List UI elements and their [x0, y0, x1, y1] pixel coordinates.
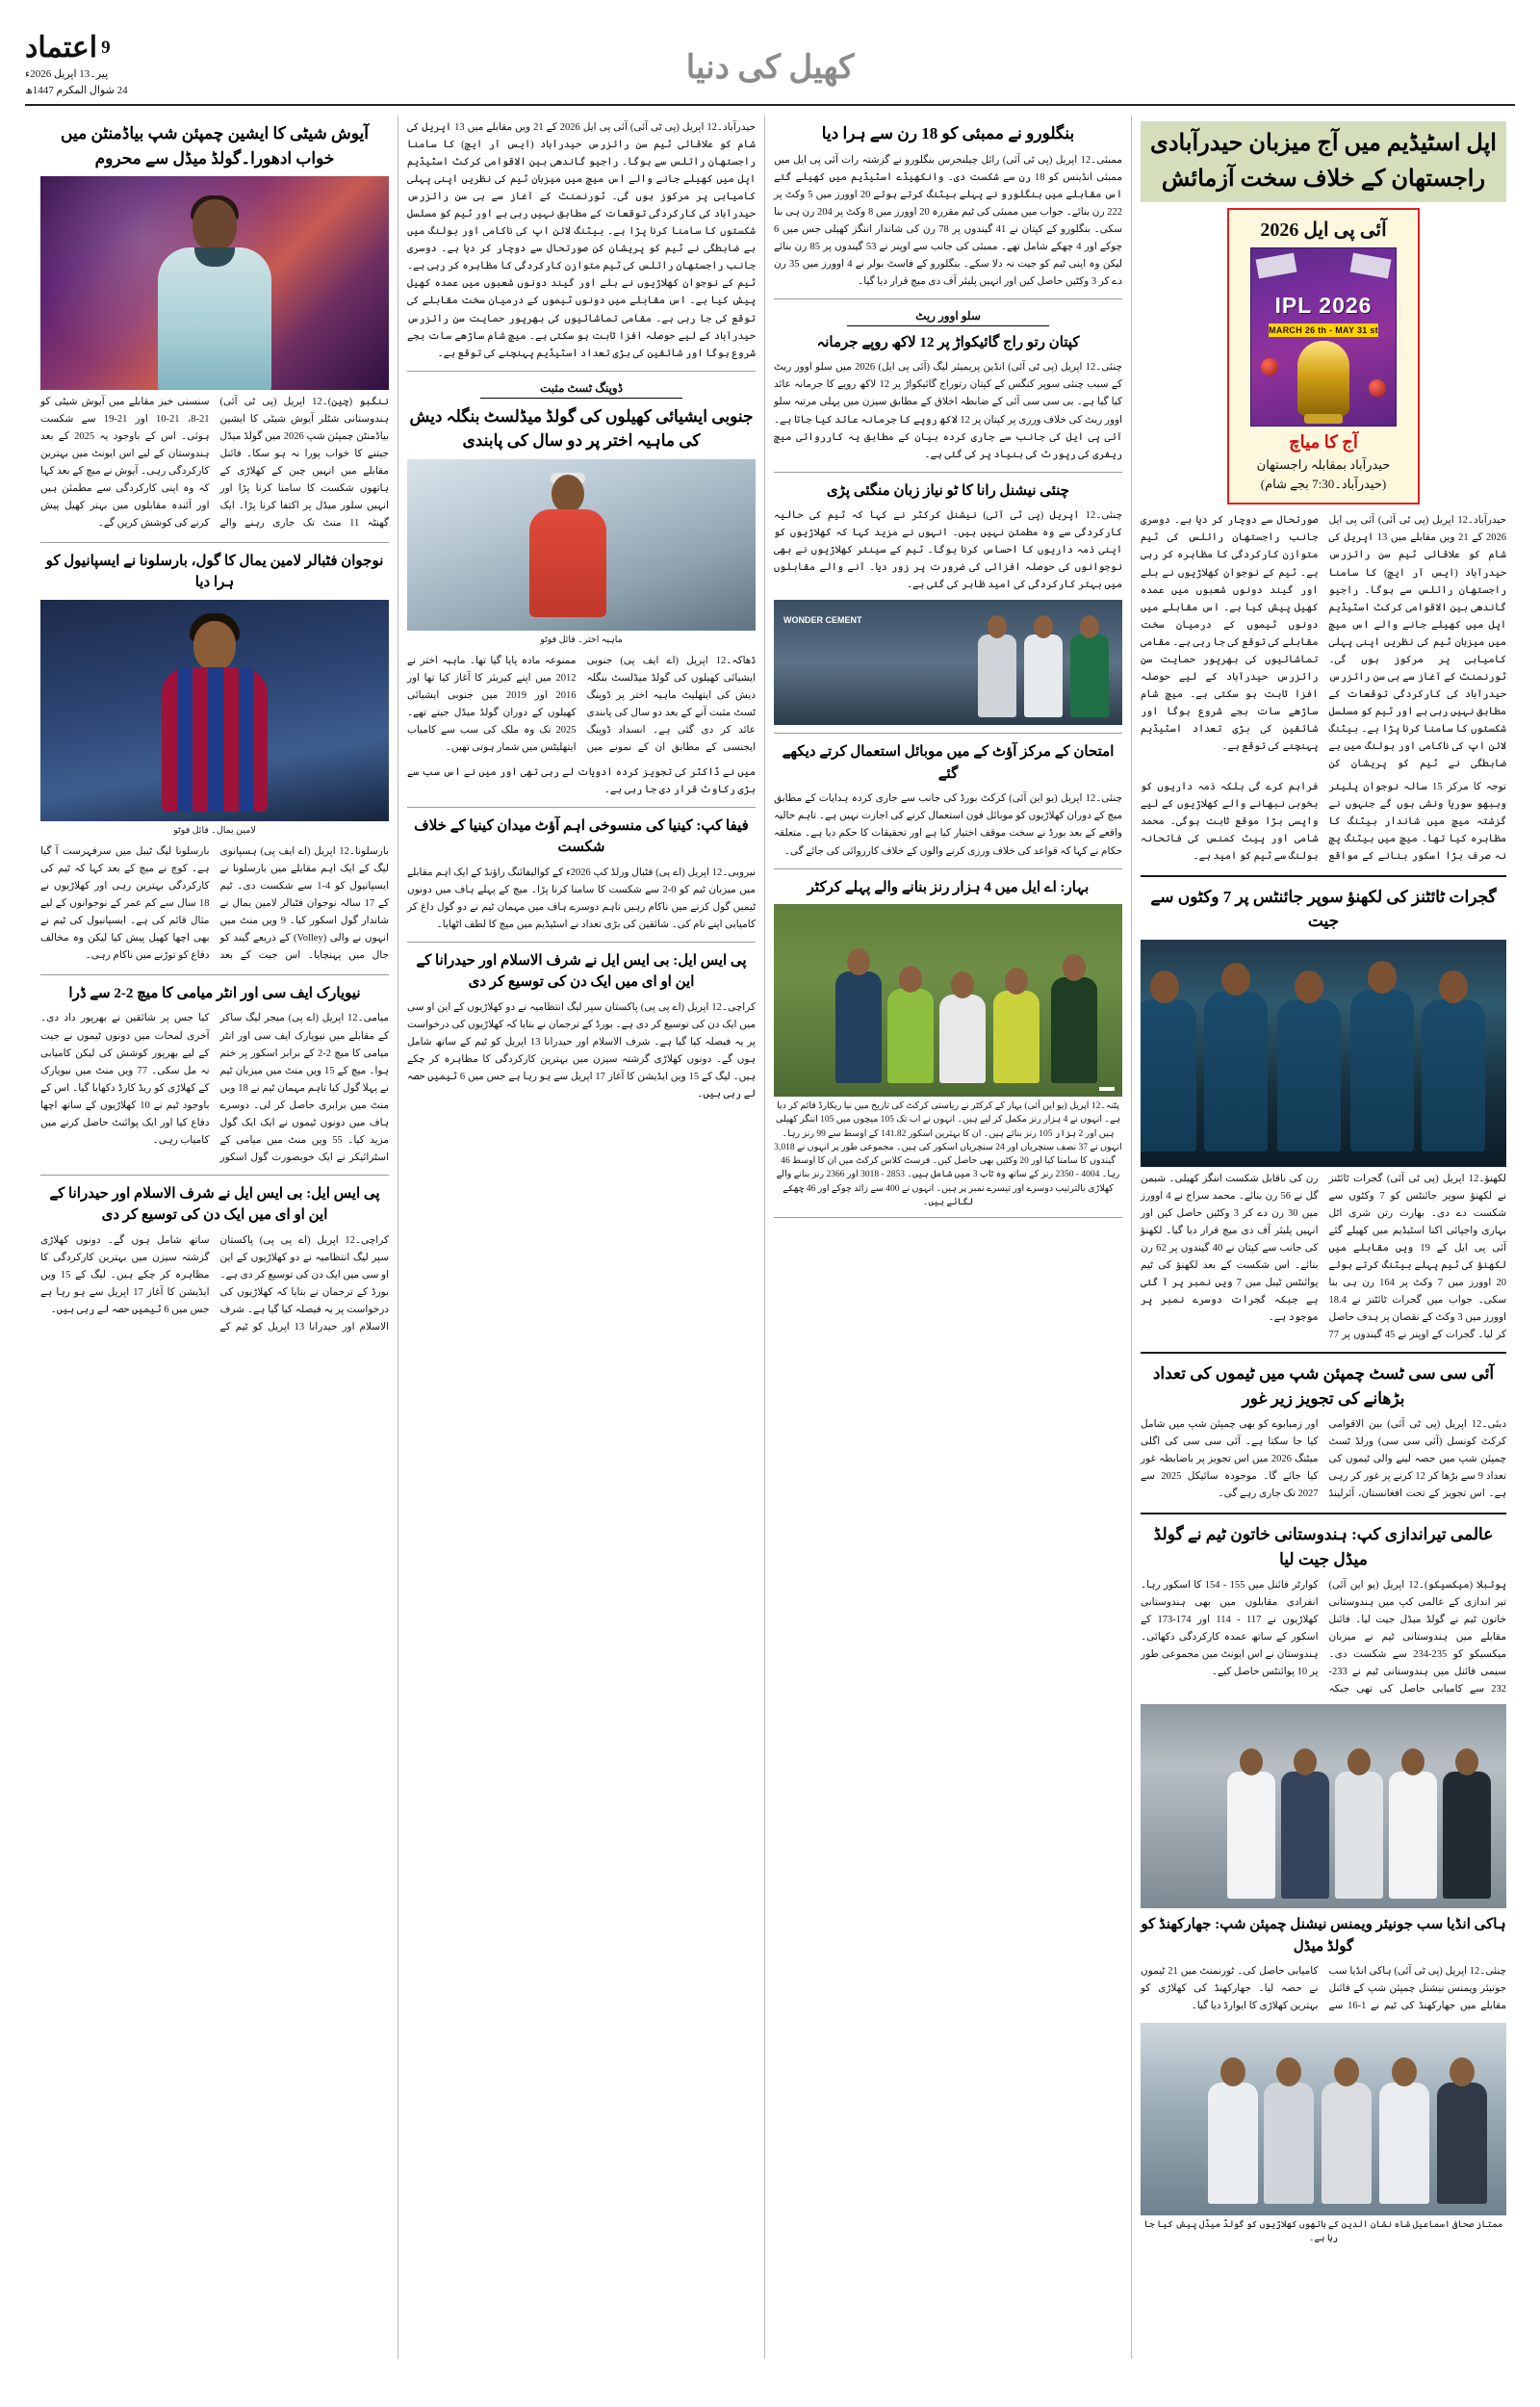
lead-story-body	[1141, 512, 1506, 773]
archery-story-body	[1141, 1577, 1506, 1698]
page-grid	[25, 116, 1515, 2359]
column-4	[32, 116, 398, 2359]
athlete-figure	[522, 475, 614, 621]
mobile-phone-paragraph: چنئی۔12 اپریل (یو این آئی) کرکٹ بورڈ کی جانب سے جاری کردہ ہدایات کے مطابق میچ کے دوران کھلاڑیوں کو موبائل فون استعمال کرنے کی اجازت نہیں ہے۔ تاہم حالیہ واقعے کے بعد بورڈ نے سخت موقف اختیار کیا ہے اور تحقیقات کا حکم دیا ہے۔ متعلقہ حکام نے کہا کہ قواعد کی خلاف ورزی کرنے والوں کے خلاف کارروائی کی جائے گی۔	[774, 793, 1122, 857]
column-2	[765, 116, 1131, 2359]
divider	[407, 807, 756, 808]
bengaluru-paragraph: ممبئی۔12 اپریل (پی ٹی آئی) رائل چیلنجرس بنگلورو نے گزشتہ رات آئی پی ایل میں ممبئی انڈینس کو 18 رن سے شکست دی۔ وانکھیڈے اسٹیڈیم میں کھیلے گئے اس مقابلے میں بنگلورو نے پہلے بیٹنگ کرتے ہوئے 20 اوورز میں 5 وکٹ پر 222 رن بنائے۔ جواب میں ممبئی کی ٹیم مقررہ 20 اوورز میں 8 وکٹ پر 204 رن ہی بنا سکی۔ بنگلورو کے کپتان نے 41 گیندوں پر 78 رن کی شاندار اننگز کھیلی جس میں 6 چوکے اور 4 چھکے شامل تھے۔ ممبئی کی جانب سے اوپنر نے 53 گیندوں پر 85 رن بنائے لیکن وہ اپنی ٹیم کو جیت نہ دلا سکے۔ بنگلورو کے فاسٹ بولر نے 4 اوورز میں 35 رن دے کر 3 وکٹیں حاصل کیں اور انہیں پلیئر آف دی میچ قرار دیا گیا۔	[774, 154, 1122, 287]
person-figure	[835, 971, 882, 1083]
psl-body-2	[40, 1232, 389, 1336]
lead-story-paragraph: حیدرآباد۔12 اپریل (پی ٹی آئی) آئی پی ایل 2026 کے 21 ویں مقابلے میں 13 اپریل کی شام کو علاقائی ٹیم سن رائزرس حیدرآباد (ایس آر ایچ) کا سامنا راجستھان رائلس سے ہوگا۔ راجیو گاندھی بین الاقوامی کرکٹ اسٹیڈیم اپل میں کھیلے جانے والے اس میچ میں میزبان ٹیم کی نظریں اپنی پہلی کامیابی پر مرکوز ہوں گی۔ ٹورنمنٹ کے آغاز سے ہی سن رائزرس حیدرآباد کی کارکردگی توقعات کے مطابق نہیں رہی ہے اور ٹیم کو مسلسل شکستوں کا سامنا کرنا پڑا ہے۔ بیٹنگ لائن اپ کی ناکامی اور بولنگ میں بے ضابطگی نے ٹیم کو پریشان کن صورتحال سے دوچار کر دیا ہے۔ دوسری جانب راجستھان رائلس کی ٹیم متوازن کارکردگی کا مظاہرہ کر رہی ہے۔ ٹیم کے نوجوان کھلاڑیوں نے بلے اور گیند دونوں شعبوں میں عمدہ کھیل پیش کیا ہے۔ اس مقابلے میں دونوں ٹیموں کے درمیان سخت مقابلے کی توقع کی جا رہی ہے۔ مقامی تماشائیوں کی بھرپور حمایت سن رائزرس حیدرآباد کے لیے حوصلہ افزا ثابت ہو سکتی ہے۔ میچ شام ساڑھے سات بجے شروع ہوگا اور شائقین کی بڑی تعداد اسٹیڈیم پہنچنے کی توقع ہے۔	[1141, 515, 1506, 770]
psl-headline: پی ایس ایل: بی ایس ایل نے شرف الاسلام اور حیدرانا کے این او ای میں ایک دن کی توسیع کر دی	[416, 952, 747, 991]
ipl-advertisement	[1227, 208, 1420, 505]
hockey-photo-caption: ممتاز صحافی اسماعیل شاہ نشان الدین کے ہاتھوں کھلاڑیوں کو گولڈ میڈل پیش کیا جا رہا ہے۔	[1143, 2219, 1503, 2244]
trophy-icon	[1297, 341, 1349, 416]
divider	[407, 942, 756, 943]
nutzhouse-caption: پٹنہ۔12 اپریل (یو این آئی) بہار کے کرکٹر نے ریاستی کرکٹ کی تاریخ میں نیا ریکارڈ قائم کر دیا ہے۔ انہوں نے 4 ہزار رنز مکمل کر لیے ہیں۔ انہوں نے اب تک 105 میچوں میں 105 اننگز کھیلی ہیں اور 2 ہزار 105 رنز بنائے ہیں۔ ان کا بہترین اسکور 141.82 کے اوسط سے 99 رنز رہا۔ انہوں نے 37 نصف سنچریاں اور 24 سنچریاں اسکور کی ہیں۔ مجموعی طور پر انہوں نے 3,018 گیندوں کا سامنا کیا اور 20 وکٹیں بھی حاصل کیں۔ فرسٹ کلاس کرکٹ میں ان کا اوسط 46 رہا۔ 4004 - 2350 رنز کے ساتھ وہ ٹاپ 3 میں شامل ہیں۔ 2853 - 3018 اور 2366 رنز بنانے والے کھلاڑی بالترتیب دوسرے اور تیسرے نمبر پر ہیں۔ انہوں نے 400 سے زائد چوکے اور 46 چھکے لگائے ہیں۔	[774, 1101, 1122, 1207]
wonder-cement-photo	[774, 600, 1122, 725]
gujarat-paragraph: لکھنؤ۔12 اپریل (پی ٹی آئی) گجرات ٹائٹنز نے لکھنؤ سوپر جائنٹس کو 7 وکٹوں سے شکست دے دی۔ بھارت رتن شری اٹل بہاری واجپائی اکنا اسٹیڈیم میں کھیلے گئے آئی پی ایل کے 19 ویں مقابلے میں لکھنؤ کی ٹیم پہلے بیٹنگ کرتے ہوئے 20 اوورز میں 7 وکٹ پر 164 رن ہی بنا سکی۔ جواب میں گجرات ٹائٹنز نے 18.4 اوورز میں 3 وکٹ کے نقصان پر ہدف حاصل کر لیا۔ گجرات کے اوپنر نے 45 گیندوں پر 77 رن کی ناقابل شکست اننگز کھیلی۔ شبمن گل نے 56 رن بنائے۔ محمد سراج نے 4 اوورز میں 30 رن دے کر 3 وکٹیں حاصل کیں اور انہیں پلیئر آف دی میچ قرار دیا گیا۔ لکھنؤ کی جانب سے کپتان نے 40 گیندوں پر 62 رن بنائے۔ اس شکست کے بعد لکھنؤ کی ٹیم پوائنٹس ٹیبل میں 7 ویں نمبر پر آ گئی ہے جبکہ گجرات دوسرے نمبر پر موجود ہے۔	[1141, 1173, 1507, 1341]
divider	[40, 1175, 389, 1176]
person-figure	[887, 989, 934, 1083]
fifa-kenya-body	[407, 865, 756, 934]
divider	[774, 733, 1122, 734]
player-figure	[1277, 999, 1341, 1152]
ipl-ad-title: آئی پی ایل 2026	[1260, 220, 1387, 242]
mahia-headline: جنوبی ایشیائی کھیلوں کی گولڈ میڈلسٹ بنگلہ دیش کی ماہیہ اختر پر دو سال کی پابندی	[409, 406, 754, 451]
column-divider	[1131, 116, 1132, 2359]
date-hijri: 24 شوال المکرم 1447ھ	[25, 84, 128, 96]
column-divider	[764, 116, 765, 2359]
nyfc-miami-body	[40, 1010, 389, 1166]
yamal-paragraph: بارسلونا۔12 اپریل (اے ایف پی) ہسپانوی لیگ کے ایک اہم مقابلے میں بارسلونا نے ایسپانیول کو 4-1 سے شکست دی۔ ٹیم کے 17 سالہ نوجوان فٹبالر لامین یمال نے شاندار گول اسکور کیا۔ 9 ویں منٹ میں انہوں نے والی (Volley) کے ذریعے گیند کو جال میں پہنچایا۔ اس جیت کے بعد بارسلونا لیگ ٹیبل میں سرفہرست آ گیا ہے۔ کوچ نے میچ کے بعد کہا کہ ٹیم کی کارکردگی بہترین رہی اور کھلاڑیوں نے 18 سال سے کم عمر کے نوجوانوں کے لیے مثال قائم کی ہے۔ ایسپانیول کی ٹیم نے بھی اچھا کھیل پیش کیا لیکن وہ مخالف دفاع کو توڑنے میں ناکام رہی۔	[40, 846, 390, 962]
mahia-paragraph: ڈھاکہ۔12 اپریل (اے ایف پی) جنوبی ایشیائی کھیلوں کی گولڈ میڈلسٹ بنگلہ دیش کی ایتھلیٹ ماہیہ اختر پر ڈوپنگ ٹسٹ مثبت آنے کے بعد دو سال کی پابندی عائد کر دی گئی ہے۔ انسداد ڈوپنگ ایجنسی کے مطابق ان کے نمونے میں ممنوعہ مادہ پایا گیا تھا۔ ماہیہ اختر نے 2012 میں اپنے کیریئر کا آغاز کیا تھا اور 2016 اور 2019 میں جنوبی ایشیائی کھیلوں کے دوران گولڈ میڈل جیتے تھے۔ 2025 تک وہ ملک کی سب سے کامیاب ایتھلیٹس میں شمار ہوتی تھیں۔	[407, 655, 756, 754]
mahia-quote-text: میں نے ڈاکٹر کی تجویز کردہ ادویات لے رہی تھی اور میں نے اس سب سے بڑی رکاوٹ قرار دی جا رہی ہے۔	[407, 766, 756, 795]
match-venue-time: (حیدرآباد۔7:30 بجے شام)	[1260, 476, 1387, 491]
psl-headline-2: پی ایس ایل: بی ایس ایل نے شرف الاسلام اور حیدرانا کے این او ای میں ایک دن کی توسیع کر دی	[49, 1185, 380, 1224]
player-figure	[1350, 990, 1414, 1152]
ayush-shetty-photo	[40, 176, 389, 390]
psl-paragraph-2: کراچی۔12 اپریل (اے پی پی) پاکستان سپر لیگ انتظامیہ نے دو کھلاڑیوں کے این او سی میں ایک دن کی توسیع کر دی ہے۔ بورڈ کے ترجمان نے بتایا کہ کھلاڑیوں کی درخواست پر یہ فیصلہ کیا گیا ہے۔ شرف الاسلام اور حیدرانا 13 اپریل کو ٹیم کے ساتھ شامل ہوں گے۔ دونوں کھلاڑی گزشتہ سیزن میں بہترین کارکردگی کا مظاہرہ کر چکے ہیں۔ لیگ کے 15 ویں ایڈیشن کا آغاز 17 اپریل سے ہو رہا ہے جس میں 6 ٹیمیں حصہ لے رہی ہیں۔	[40, 1234, 389, 1333]
person-figure	[1379, 2083, 1429, 2204]
yamal-body	[40, 843, 389, 967]
divider	[774, 472, 1122, 473]
head-figure	[193, 621, 236, 671]
divider	[1141, 1352, 1506, 1354]
psl-paragraph: کراچی۔12 اپریل (اے پی پی) پاکستان سپر لیگ انتظامیہ نے دو کھلاڑیوں کے این او سی میں ایک دن کی توسیع کر دی ہے۔ بورڈ کے ترجمان نے بتایا کہ کھلاڑیوں کی درخواست پر یہ فیصلہ کیا گیا ہے۔ شرف الاسلام اور حیدرانا 13 اپریل کو ٹیم کے ساتھ شامل ہوں گے۔ دونوں کھلاڑی گزشتہ سیزن میں بہترین کارکردگی کا مظاہرہ کر چکے ہیں۔ لیگ کے 15 ویں ایڈیشن کا آغاز 17 اپریل سے ہو رہا ہے جس میں 6 ٹیمیں حصہ لے رہی ہیں۔	[407, 1001, 756, 1100]
poster-dates-text: MARCH 26 th - MAY 31 st	[1269, 325, 1378, 336]
nyfc-miami-paragraph: میامی۔12 اپریل (اے پی) میجر لیگ ساکر کے مقابلے میں نیویارک ایف سی اور انٹر میامی کا میچ 2-2 کے برابر اسکور پر ختم ہوا۔ میچ کے 15 ویں منٹ میں میزبان ٹیم نے پہلا گول کیا تاہم مہمان ٹیم نے 18 ویں منٹ میں برابری حاصل کر لی۔ دوسرے ہاف میں دونوں ٹیموں نے ایک ایک گول مزید کیا۔ 55 ویں منٹ میں میامی کے اسٹرائیکر نے ایک خوبصورت گول اسکور کیا جس پر شائقین نے بھرپور داد دی۔ آخری لمحات میں دونوں ٹیموں نے جیت کے لیے بھرپور کوشش کی لیکن کامیابی نہ مل سکی۔ 77 ویں منٹ میں نیویارک کے کھلاڑی کو ریڈ کارڈ دکھایا گیا۔ اس کے باوجود ٹیم نے 10 کھلاڑیوں کے ساتھ اچھا دفاع کیا اور ایک پوائنٹ حاصل کرنے میں کامیاب رہی۔	[40, 1013, 390, 1163]
person-figure	[1281, 1772, 1329, 1899]
date-gregorian: پیر۔13 اپریل 2026ء	[25, 68, 109, 80]
match-teams: حیدرآباد بمقابلہ راجستھان	[1256, 457, 1391, 473]
nyfc-miami-headline: نیویارک ایف سی اور انٹر میامی کا میچ 2-2 سے ڈرا	[68, 985, 361, 1001]
wonder-cement-logo: WONDER CEMENT	[783, 615, 862, 626]
divider	[40, 974, 389, 975]
lead-headline: اپل اسٹیڈیم میں آج میزبان حیدرآبادی راجستھان کے خلاف سخت آزمائش	[1141, 121, 1506, 202]
chennai-fine-kicker: سلو اوور ریٹ	[847, 309, 1049, 326]
poster-ribbon-right	[1350, 253, 1392, 279]
kit-figure	[162, 667, 268, 812]
person-figure	[993, 991, 1040, 1083]
cricket-ball-icon	[1369, 379, 1386, 397]
torso-figure	[158, 247, 271, 390]
gujarat-headline: گجرات ٹائٹنز کی لکھنؤ سوپر جائنٹس پر 7 وکٹوں سے جیت	[1150, 887, 1497, 931]
chennai-national-headline: چنئی نیشنل رانا کا ٹو نیاز زبان منگئی پڑی	[826, 482, 1070, 499]
body-figure	[529, 509, 606, 617]
person-figure	[1437, 2083, 1487, 2204]
person-figure	[1389, 1772, 1437, 1899]
icc-story-body	[1141, 1416, 1506, 1505]
poster-league-text: IPL 2026	[1274, 293, 1373, 319]
chennai-fine-paragraph: چنئی۔12 اپریل (پی ٹی آئی) انڈین پریمیئر لیگ (آئی پی ایل) 2026 میں سلو اوور ریٹ کے سبب چنئی سوپر کنگس کے کپتان رتوراج گائیکواڑ پر 12 لاکھ روپے کا جرمانہ عائد کیا گیا ہے۔ بی سی سی آئی کے ضابطہ اخلاق کے مطابق سیزن میں پہلی مرتبہ سلو اوور ریٹ کی خلاف ورزی پر کپتان پر 12 لاکھ روپے کا جرمانہ عائد کیا جاتا ہے۔ آئی پی ایل کی جانب سے جاری کردہ بیان کے مطابق یہ کارروائی میچ ریفری کی رپورٹ کی بنیاد پر کی گئی ہے۔	[774, 362, 1123, 460]
bengaluru-story-body	[774, 152, 1122, 291]
lead-story-subbody	[1141, 779, 1506, 867]
mahia-quote	[407, 764, 756, 799]
todays-match-label: آج کا میاچ	[1289, 432, 1358, 453]
yamal-photo-caption: لامین یمال۔ فائل فوٹو	[173, 825, 256, 836]
ipl-poster-image	[1250, 247, 1397, 427]
player-figure	[978, 634, 1016, 717]
chennai-national-body	[774, 507, 1122, 594]
lead-story-sub-paragraph: توجہ کا مرکز 15 سالہ نوجوان پلیئر وہبھو سوریا ونشی ہوں گے جنہوں نے گزشتہ میچ میں شاندار بیٹنگ کا مظاہرہ کیا تھا۔ میچ میں بیٹنگ پچ نہ صرف بڑا اسکور بنانے کے مواقع فراہم کرے گی بلکہ ذمہ داریوں کو بخوبی نبھانے والے کھلاڑیوں کے لیے واپسی بڑا موقع ثابت ہوگی۔ محمد شامی اور پیٹ کمنس کی فاتحانہ بولنگ سے ٹیم کو امید ہے۔	[1141, 782, 1506, 863]
divider	[774, 1217, 1122, 1218]
mahia-photo-caption: ماہیہ اختر۔ فائل فوٹو	[540, 634, 623, 645]
footballer-figure	[157, 621, 272, 814]
psl-body	[407, 999, 756, 1103]
person-figure	[1264, 2083, 1314, 2204]
gujarat-story-body	[1141, 1171, 1506, 1344]
nutzhouse-banner	[1099, 1087, 1115, 1091]
column-1	[1132, 116, 1515, 2359]
poster-ribbon-left	[1256, 253, 1297, 279]
hockey-paragraph: چنئی۔12 اپریل (پی ٹی آئی) ہاکی انڈیا سب جونیئر ویمنس نیشنل چمپئن شپ کے فائنل مقابلے میں جھارکھنڈ کی ٹیم نے 1-16 سے کامیابی حاصل کی۔ ٹورنمنٹ میں 21 ٹیموں نے حصہ لیا۔ جھارکھنڈ کی کھلاڑی کو بہترین کھلاڑی کا ایوارڈ دیا گیا۔	[1141, 1966, 1506, 2012]
page-number: 9	[101, 37, 111, 58]
player-figure	[1024, 634, 1063, 717]
column-3	[398, 116, 764, 2359]
mahia-akhtar-photo	[407, 459, 756, 631]
player-figure	[1204, 992, 1268, 1152]
head-figure	[192, 199, 237, 251]
ayush-body	[40, 394, 389, 534]
hockey-award-photo	[1141, 2023, 1506, 2215]
divider	[1141, 1513, 1506, 1514]
publication-logo: اعتماد	[25, 32, 98, 64]
divider	[1141, 875, 1506, 877]
fifa-kenya-paragraph: نیروبی۔12 اپریل (اے پی) فٹبال ورلڈ کپ 2026ء کے کوالیفائنگ راؤنڈ کے ایک اہم مقابلے میں میزبان ٹیم کو 0-2 سے شکست کا سامنا کرنا پڑا۔ میچ کے پہلے ہاف میں دونوں ٹیمیں گول کرنے میں ناکام رہیں تاہم دوسرے ہاف میں مہمان ٹیم نے دو گول داغ کر کامیابی اپنے نام کی۔ شائقین کی بڑی تعداد نے اسٹیڈیم میں میچ کا لطف اٹھایا۔	[407, 867, 757, 930]
person-figure	[1443, 1772, 1491, 1899]
gujarat-titans-photo	[1141, 940, 1506, 1167]
player-figure	[1070, 634, 1109, 717]
bengaluru-headline: بنگلورو نے ممبئی کو 18 رن سے ہرا دیا	[821, 124, 1075, 142]
section-title: کھیل کی دنیا	[685, 50, 855, 86]
ayush-headline: آیوش شیٹی کا ایشین چمپئن شپ بیاڈمنٹن میں خواب ادھورا۔گولڈ میڈل سے محروم	[61, 124, 369, 168]
archery-paragraph: پوئبلا (میکسیکو)۔12 اپریل (یو این آئی) تیر اندازی کے عالمی کپ میں ہندوستانی خاتون ٹیم نے گولڈ میڈل جیت لیا۔ فائنل مقابلے میں ہندوستانی ٹیم نے میزبان میکسیکو کو 235-234 سے شکست دی۔ سیمی فائنل میں ہندوستانی ٹیم نے 233-232 سے کامیابی حاصل کی تھی جبکہ کوارٹر فائنل میں 155 - 154 کا اسکور رہا۔ انفرادی مقابلوں میں بھی ہندوستانی کھلاڑیوں نے 117 - 114 اور 174-173 کے اسکور کے ساتھ عمدہ کارکردگی دکھائی۔ ہندوستان نے اس ایونٹ میں مجموعی طور پر 10 پوائنٹس حاصل کیے۔	[1141, 1580, 1506, 1695]
cricket-ball-icon	[1261, 358, 1278, 375]
col3-continuation	[407, 119, 756, 363]
lamine-yamal-photo	[40, 600, 389, 821]
icc-headline: آئی سی سی ٹسٹ چمپئن شپ میں ٹیموں کی تعداد بڑھانے کی تجویز زیر غور	[1152, 1364, 1495, 1408]
chennai-fine-headline: کپتان رتو راج گائیکواڑ پر 12 لاکھ روپے جرمانہ	[816, 334, 1080, 350]
nutzhouse-photo	[774, 904, 1122, 1097]
chennai-national-paragraph: چنئی۔12 اپریل (پی ٹی آئی) نیشنل کرکٹر نے کہا کہ ٹیم کی حالیہ کارکردگی سے وہ مطمئن نہیں ہیں۔ انہوں نے مزید کہا کہ کھلاڑیوں کو اپنی ذمہ داریوں کا احساس کرنا ہوگا۔ ٹیم کے سینئر کھلاڑیوں نے بھی نوجوانوں کی حوصلہ افزائی کی ضرورت پر زور دیا۔ آنے والے مقابلوں میں بہتر کارکردگی کی امید ظاہر کی گئی ہے۔	[774, 510, 1122, 591]
hockey-headline: ہاکی انڈیا سب جونیئر ویمنس نیشنل چمپئن شپ: جھارکھنڈ کو گولڈ میڈل	[1141, 1917, 1506, 1954]
head-figure	[552, 475, 584, 513]
player-figure	[1422, 999, 1485, 1152]
mahia-kicker: ڈوپنگ ٹسٹ مثبت	[480, 381, 682, 399]
yamal-headline: نوجوان فٹبالر لامین یمال کا گول، بارسلونا نے ایسپانیول کو ہرا دیا	[45, 553, 384, 591]
divider	[407, 371, 756, 372]
nutzhouse-headline: بہار: اے ایل میں 4 ہزار رنز بنانے والے پہلے کرکٹر	[807, 879, 1090, 895]
badminton-player-figure	[153, 199, 276, 390]
mobile-phone-body	[774, 790, 1122, 860]
icc-paragraph: دبئی۔12 اپریل (پی ٹی آئی) بین الاقوامی کرکٹ کونسل (آئی سی سی) ورلڈ ٹسٹ چمپئن شپ میں حصہ لینے والی ٹیموں کی تعداد 9 سے بڑھا کر 12 کرنے پر غور کر رہی ہے۔ اس تجویز کے تحت افغانستان، آئرلینڈ اور زمبابوے کو بھی چمپئن شپ میں شامل کیا جا سکتا ہے۔ آئی سی سی کی اگلی میٹنگ 2026 میں اس تجویز پر باضابطہ غور کیا جائے گا۔ موجودہ سائیکل 2025 سے 2027 تک جاری رہے گی۔	[1141, 1419, 1506, 1500]
divider	[774, 868, 1122, 869]
player-figure	[1141, 999, 1196, 1152]
fifa-kenya-headline: فیفا کپ: کینیا کی منسوخی اہم آؤٹ میدان کینیا کے خلاف شکست	[414, 817, 749, 856]
person-figure	[1335, 1772, 1383, 1899]
divider	[40, 542, 389, 543]
ayush-paragraph: ننگبو (چین)۔12 اپریل (پی ٹی آئی) ہندوستانی شٹلر آیوش شیٹی کا ایشین بیاڈمنٹن چمپئن شپ 2026 میں گولڈ میڈل جیتنے کا خواب پورا نہ ہو سکا۔ فائنل مقابلے میں انہیں چین کے کھلاڑی کے ہاتھوں شکست کا سامنا کرنا پڑا اور انہیں سلور میڈل پر اکتفا کرنا پڑا۔ ایک گھنٹہ 11 منٹ تک جاری رہنے والے سنسنی خیز مقابلے میں آیوش شیٹی کو 21-8، 21-10 اور 21-19 سے شکست ہوئی۔ اس کے باوجود یہ 2025 کے بعد ہندوستان کے لیے اس ایونٹ میں بہترین کارکردگی رہی۔ آیوش نے میچ کے بعد کہا کہ وہ اپنی کارکردگی سے مطمئن ہیں اور آئندہ مقابلوں میں بہتر کھیل پیش کرنے کی کوشش کریں گے۔	[40, 397, 389, 530]
person-figure	[939, 995, 986, 1083]
person-figure	[1051, 977, 1097, 1083]
archery-team-photo	[1141, 1704, 1506, 1908]
divider	[774, 298, 1122, 299]
mahia-body	[407, 653, 756, 759]
col3-paragraph: حیدرآباد۔12 اپریل (پی ٹی آئی) آئی پی ایل 2026 کے 21 ویں مقابلے میں 13 اپریل کی شام کو علاقائی ٹیم سن رائزرس حیدرآباد (ایس آر ایچ) کا سامنا راجستھان رائلس سے ہوگا۔ راجیو گاندھی بین الاقوامی کرکٹ اسٹیڈیم اپل میں کھیلے جانے والے اس میچ میں میزبان ٹیم کی نظریں اپنی پہلی کامیابی پر مرکوز ہوں گی۔ ٹورنمنٹ کے آغاز سے ہی سن رائزرس حیدرآباد کی کارکردگی توقعات کے مطابق نہیں رہی ہے اور ٹیم کو مسلسل شکستوں کا سامنا کرنا پڑا ہے۔ بیٹنگ لائن اپ کی ناکامی اور بولنگ میں بے ضابطگی نے ٹیم کو پریشان کن صورتحال سے دوچار کر دیا ہے۔ دوسری جانب راجستھان رائلس کی ٹیم متوازن کارکردگی کا مظاہرہ کر رہی ہے۔ ٹیم کے نوجوان کھلاڑیوں نے بلے اور گیند دونوں شعبوں میں عمدہ کھیل پیش کیا ہے۔ اس مقابلے میں دونوں ٹیموں کے درمیان سخت مقابلے کی توقع کی جا رہی ہے۔ مقامی تماشائیوں کی بھرپور حمایت سن رائزرس حیدرآباد کے لیے حوصلہ افزا ثابت ہو سکتی ہے۔ میچ شام ساڑھے سات بجے شروع ہوگا اور شائقین کی بڑی تعداد اسٹیڈیم پہنچنے کی توقع ہے۔	[407, 122, 756, 359]
archery-headline: عالمی تیراندازی کپ: ہندوستانی خاتون ٹیم نے گولڈ میڈل جیت لیا	[1153, 1525, 1494, 1568]
person-figure	[1208, 2083, 1258, 2204]
mobile-phone-headline: امتحان کے مرکز آؤٹ کے میں موبائل استعمال کرتے دیکھے گئے	[782, 744, 1115, 782]
person-figure	[1227, 1772, 1275, 1899]
chennai-fine-body	[774, 359, 1122, 463]
masthead	[25, 23, 1515, 106]
person-figure	[1322, 2083, 1372, 2204]
hockey-story-body	[1141, 1963, 1506, 2017]
